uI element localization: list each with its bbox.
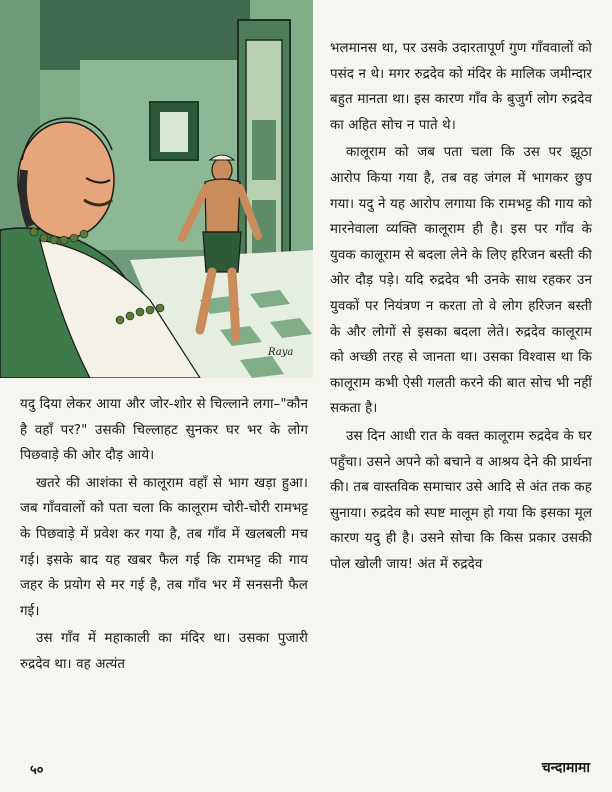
page-number: ५० — [30, 763, 44, 778]
paragraph: खतरे की आशंका से कालूराम वहाँ से भाग खड़ा हुआ। जब गाँववालों को पता चला कि कालूराम चोरी-चोरी रामभट्ट के पिछवाड़े में प्रवेश कर गया है, तब गाँव में खलबली मच गई। इसके बाद यह खबर फैल गई कि रामभट्ट की गाय जहर के प्रयोग से मर गई है, तब गाँव भर में सनसनी फैल गई। — [20, 475, 308, 619]
paragraph: भलमानस था, पर उसके उदारतापूर्ण गुण गाँववालों को पसंद न थे। मगर रुद्रदेव को मंदिर के मालिक जमीन्दार बहुत मानता था। इस कारण गाँव के बुजुर्ग लोग रुद्रदेव का अहित सोच न पाते थे। — [330, 41, 592, 133]
left-text-column — [20, 392, 308, 678]
artist-signature: Raya — [268, 347, 294, 358]
paragraph: कालूराम को जब पता चला कि उस पर झूठा आरोप किया गया है, तब वह जंगल में भागकर छुप गया। यदु ने यह आरोप लगाया कि रामभट्ट की गाय को मारनेवाला व्यक्ति कालूराम ही है। इस पर गाँव के युवक कालूराम से बदला लेने के लिए हरिजन बस्ती की ओर दौड़ पड़े। यदि रुद्रदेव भी उनके साथ रहकर उन युवकों पर नियंत्रण न करता तो वे लोग हरिजन बस्ती के और लोगों से इसका बदला लेते। रुद्रदेव कालूराम को अच्छी तरह से जानता था। उसका विश्वास था कि कालूराम कभी ऐसी गलती करने की बात सोच भी नहीं सकता है। — [330, 145, 592, 417]
paragraph: उस दिन आधी रात के वक्त कालूराम रुद्रदेव के घर पहुँचा। उसने अपने को बचाने व आश्रय देने की प्रार्थना की। तब वास्तविक समाचार उसे आदि से अंत तक कह सुनाया। रुद्रदेव को स्पष्ट मालूम हो गया कि इसका मूल कारण यदु ही है। उसने सोचा कि किस प्रकार उसकी पोल खोली जाय! अंत में रुद्रदेव — [330, 428, 592, 572]
story-illustration — [0, 0, 313, 378]
magazine-name: चन्दामामा — [541, 760, 590, 776]
paragraph: यदु दिया लेकर आया और जोर-शोर से चिल्लाने लगा–"कौन है वहाँ पर?" उसकी चिल्लाहट सुनकर घर भर के लोग पिछवाड़े की ओर दौड़ आये। — [20, 397, 308, 464]
right-text-column — [330, 36, 592, 577]
illustration-art — [0, 0, 313, 378]
paragraph: उस गाँव में महाकाली का मंदिर था। उसका पुजारी रुद्रदेव था। वह अत्यंत — [20, 631, 308, 672]
